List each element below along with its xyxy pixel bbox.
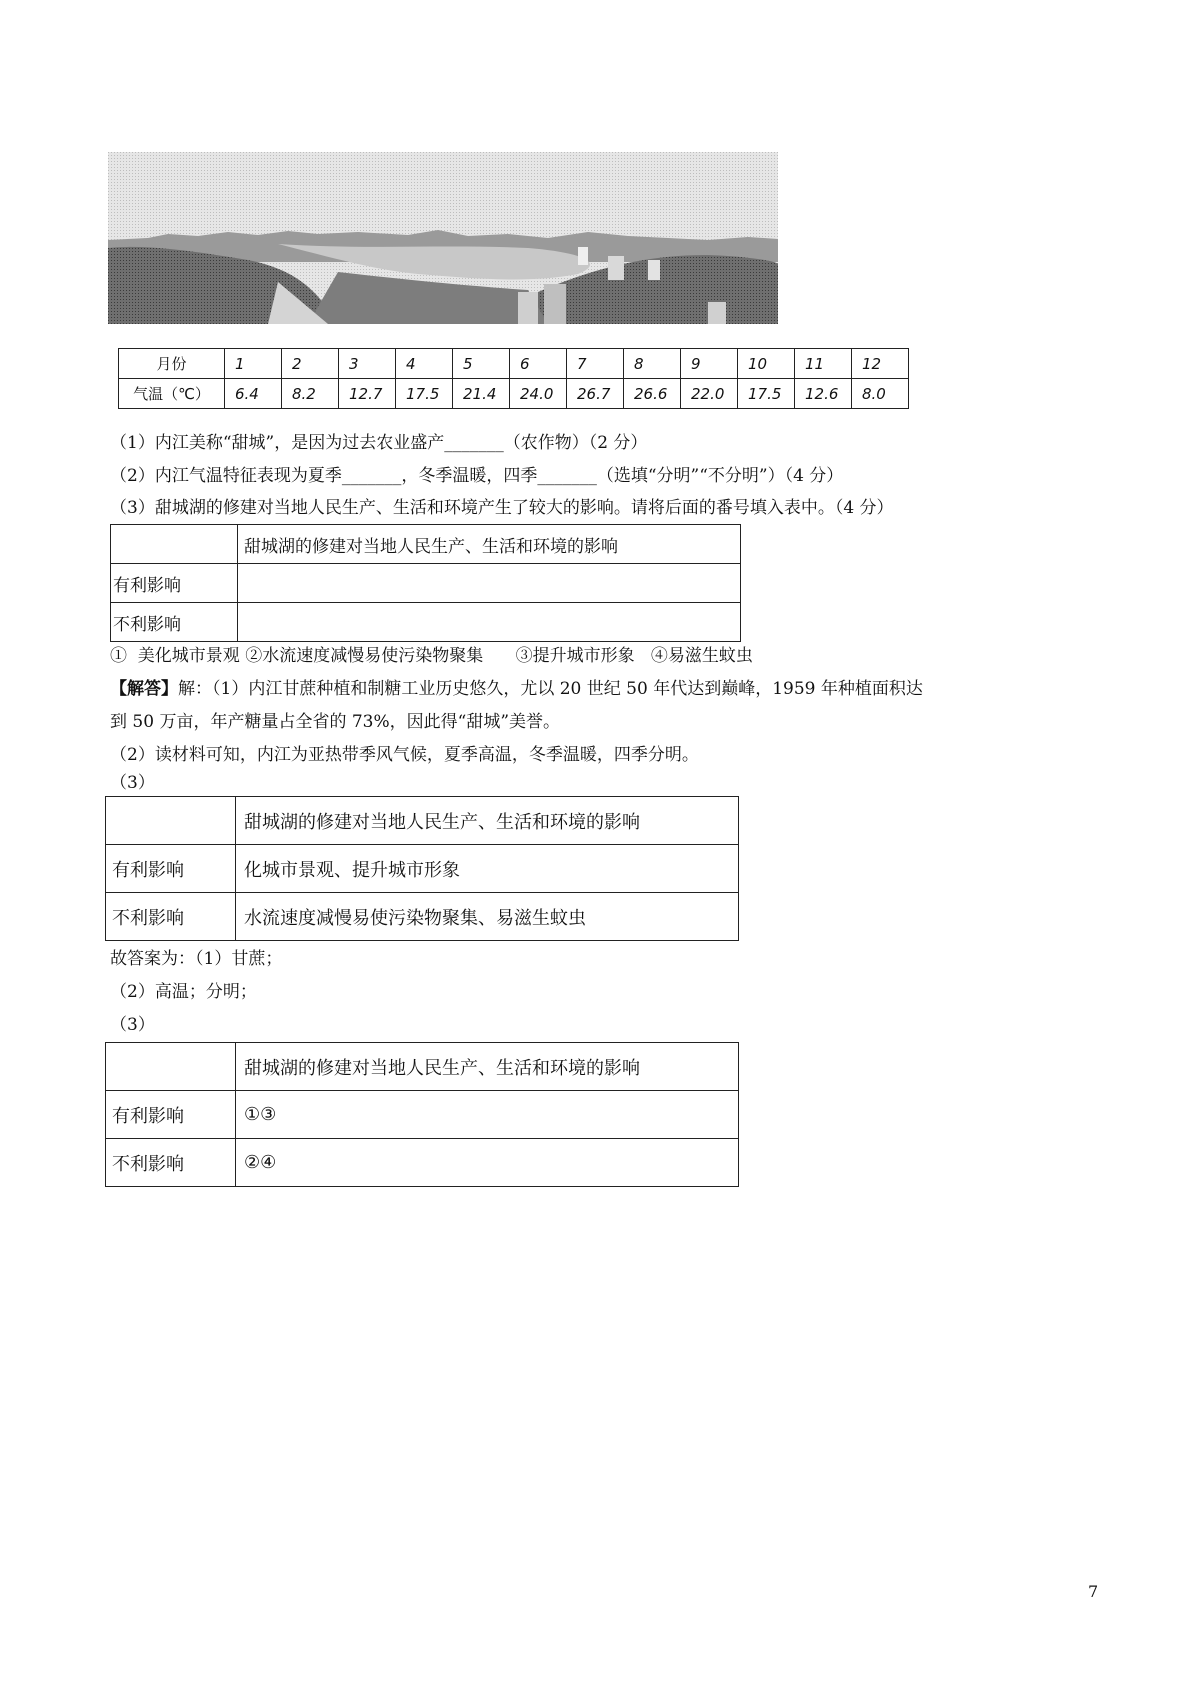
final-answer-line: （3） <box>110 1015 155 1035</box>
question-1: （1）内江美称“甜城”，是因为过去农业盛产_______（农作物）（2 分） <box>110 433 648 453</box>
month-cell: 10 <box>738 349 795 379</box>
final-impact-table <box>105 1042 739 1187</box>
table-row <box>106 1043 739 1091</box>
row-label: 不利影响 <box>106 893 236 941</box>
table-row <box>111 603 741 642</box>
temperature-header: 气温（℃） <box>119 379 225 409</box>
month-cell: 11 <box>795 349 852 379</box>
row-label: 有利影响 <box>106 1091 236 1139</box>
month-cell: 4 <box>396 349 453 379</box>
month-cell: 6 <box>510 349 567 379</box>
question-3: （3）甜城湖的修建对当地人民生产、生活和环境产生了较大的影响。请将后面的番号填入表中。（4 分） <box>110 498 894 518</box>
temperature-cell: 22.0 <box>681 379 738 409</box>
row-label: 不利影响 <box>106 1139 236 1187</box>
table-row <box>111 525 741 564</box>
question-2: （2）内江气温特征表现为夏季_______，冬季温暖，四季_______（选填“分明”“不分明”）（4 分） <box>110 466 844 486</box>
row-label: 有利影响 <box>111 564 238 603</box>
solution-tag: 【解答】 <box>110 679 178 699</box>
table-header-cell: 甜城湖的修建对当地人民生产、生活和环境的影响 <box>236 1043 739 1091</box>
table-header-cell: 甜城湖的修建对当地人民生产、生活和环境的影响 <box>236 797 739 845</box>
month-cell: 1 <box>225 349 282 379</box>
month-cell: 3 <box>339 349 396 379</box>
temperature-cell: 17.5 <box>738 379 795 409</box>
row-value: 化城市景观、提升城市形象 <box>236 845 739 893</box>
table-row <box>106 797 739 845</box>
month-cell: 9 <box>681 349 738 379</box>
temperature-cell: 8.0 <box>852 379 909 409</box>
month-cell: 7 <box>567 349 624 379</box>
temperature-cell: 6.4 <box>225 379 282 409</box>
temperature-cell: 8.2 <box>282 379 339 409</box>
month-header: 月份 <box>119 349 225 379</box>
table-row <box>106 845 739 893</box>
table-header-cell: 甜城湖的修建对当地人民生产、生活和环境的影响 <box>238 525 741 564</box>
temperature-cell: 26.7 <box>567 379 624 409</box>
temperature-cell: 26.6 <box>624 379 681 409</box>
options-line: ① 美化城市景观 ②水流速度减慢易使污染物聚集 ③提升城市形象 ④易滋生蚊虫 <box>110 646 753 666</box>
row-label: 有利影响 <box>106 845 236 893</box>
table-row <box>119 379 909 409</box>
month-cell: 5 <box>453 349 510 379</box>
month-cell: 12 <box>852 349 909 379</box>
solution-line: 到 50 万亩，年产糖量占全省的 73%，因此得“甜城”美誉。 <box>110 712 561 732</box>
solution-line <box>110 678 923 700</box>
temperature-cell: 17.5 <box>396 379 453 409</box>
row-value: 水流速度减慢易使污染物聚集、易滋生蚊虫 <box>236 893 739 941</box>
answer-impact-table <box>105 796 739 941</box>
answer-blank <box>238 564 741 603</box>
final-answer-line: 故答案为：（1）甘蔗； <box>110 949 283 969</box>
temperature-cell: 21.4 <box>453 379 510 409</box>
table-row <box>119 349 909 379</box>
row-value: ②④ <box>236 1139 739 1187</box>
q3-impact-table <box>110 524 741 642</box>
answer-blank <box>238 603 741 642</box>
row-label: 不利影响 <box>111 603 238 642</box>
temperature-table <box>118 348 909 409</box>
solution-text: 解：（1）内江甘蔗种植和制糖工业历史悠久，尤以 20 世纪 50 年代达到巅峰，1959 年种植面积达 <box>178 679 923 699</box>
month-cell: 8 <box>624 349 681 379</box>
table-row <box>106 1139 739 1187</box>
temperature-cell: 24.0 <box>510 379 567 409</box>
table-row <box>111 564 741 603</box>
page-number: 7 <box>1088 1582 1099 1601</box>
month-cell: 2 <box>282 349 339 379</box>
table-cell <box>111 525 238 564</box>
table-cell <box>106 797 236 845</box>
table-cell <box>106 1043 236 1091</box>
table-row <box>106 893 739 941</box>
temperature-cell: 12.6 <box>795 379 852 409</box>
solution-line: （2）读材料可知，内江为亚热带季风气候，夏季高温，冬季温暖，四季分明。 <box>110 745 699 765</box>
temperature-cell: 12.7 <box>339 379 396 409</box>
row-value: ①③ <box>236 1091 739 1139</box>
table-row <box>106 1091 739 1139</box>
solution-line: （3） <box>110 773 155 793</box>
city-river-panorama-photo <box>108 152 778 324</box>
final-answer-line: （2）高温；分明； <box>110 982 257 1002</box>
